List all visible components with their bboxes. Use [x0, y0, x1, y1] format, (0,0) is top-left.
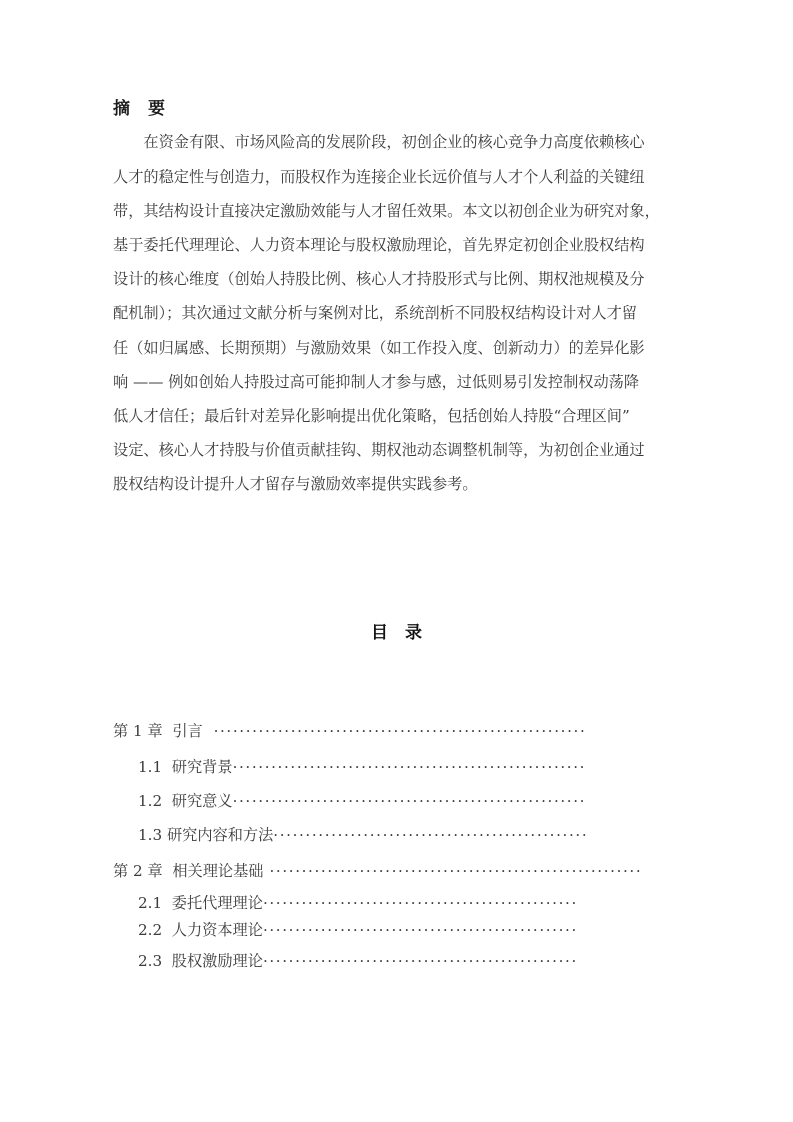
abstract-line: 带，其结构设计直接决定激励效能与人才留任效果。本文以初创企业为研究对象， [113, 201, 660, 220]
abstract-line: 设计的核心维度（创始人持股比例、核心人才持股形式与比例、期权池规模及分 [113, 270, 645, 289]
toc-dot-leader: ······················································· [232, 792, 587, 810]
toc-entry-label: 2.3 股权激励理论 [138, 952, 263, 970]
abstract-line: 基于委托代理理论、人力资本理论与股权激励理论，首先界定初创企业股权结构 [113, 236, 645, 254]
toc-entry-label: 1.2 研究意义 [138, 792, 233, 810]
toc-dot-leader: ················································· [262, 952, 578, 970]
toc-entry[interactable] [113, 852, 681, 890]
toc-dot-leader: ·························································· [213, 722, 587, 740]
toc-dot-leader: ·························································· [269, 862, 643, 880]
abstract-line: 在资金有限、市场风险高的发展阶段，初创企业的核心竞争力高度依赖核心 [113, 133, 645, 152]
toc-entry[interactable] [113, 750, 681, 784]
abstract-line: 股权结构设计提升人才留存与激励效率提供实践参考。 [113, 475, 478, 494]
abstract-body [113, 125, 681, 501]
toc-entry[interactable] [113, 818, 681, 852]
toc-entry-label: 1.3 研究内容和方法 [138, 826, 274, 844]
toc-list [113, 712, 681, 978]
toc-entry[interactable] [113, 890, 681, 917]
toc-dot-leader: ················································· [262, 921, 578, 939]
toc-dot-leader: ················································· [262, 894, 578, 912]
abstract-line: 人才的稳定性与创造力，而股权作为连接企业长远价值与人才个人利益的关键纽 [113, 167, 645, 186]
toc-entry[interactable] [113, 944, 681, 978]
toc-dot-leader: ······················································· [232, 758, 587, 776]
abstract-line: 低人才信任；最后针对差异化影响提出优化策略，包括创始人持股“合理区间” [113, 407, 630, 426]
toc-entry-label: 第 1 章 引言 [113, 722, 208, 740]
toc-entry[interactable] [113, 712, 681, 750]
toc-entry-label: 第 2 章 相关理论基础 [113, 862, 264, 880]
abstract-line: 配机制）；其次通过文献分析与案例对比，系统剖析不同股权结构设计对人才留 [113, 304, 637, 323]
abstract-line: 响 —— 例如创始人持股过高可能抑制人才参与感，过低则易引发控制权动荡降 [113, 372, 640, 391]
toc-entry-label: 2.1 委托代理理论 [138, 894, 263, 912]
abstract-line: 任（如归属感、长期预期）与激励效果（如工作投入度、创新动力）的差异化影 [113, 338, 645, 357]
toc-entry[interactable] [113, 917, 681, 944]
abstract-section [113, 99, 681, 502]
abstract-line: 设定、核心人才持股与价值贡献挂钩、期权池动态调整机制等，为初创企业通过 [113, 441, 645, 460]
toc-heading: 目 录 [371, 623, 422, 643]
toc-entry-label: 1.1 研究背景 [138, 758, 233, 776]
toc-dot-leader: ················································· [273, 826, 589, 844]
toc-entry[interactable] [113, 784, 681, 818]
toc-entry-label: 2.2 人力资本理论 [138, 921, 263, 939]
abstract-heading: 摘 要 [113, 99, 166, 119]
